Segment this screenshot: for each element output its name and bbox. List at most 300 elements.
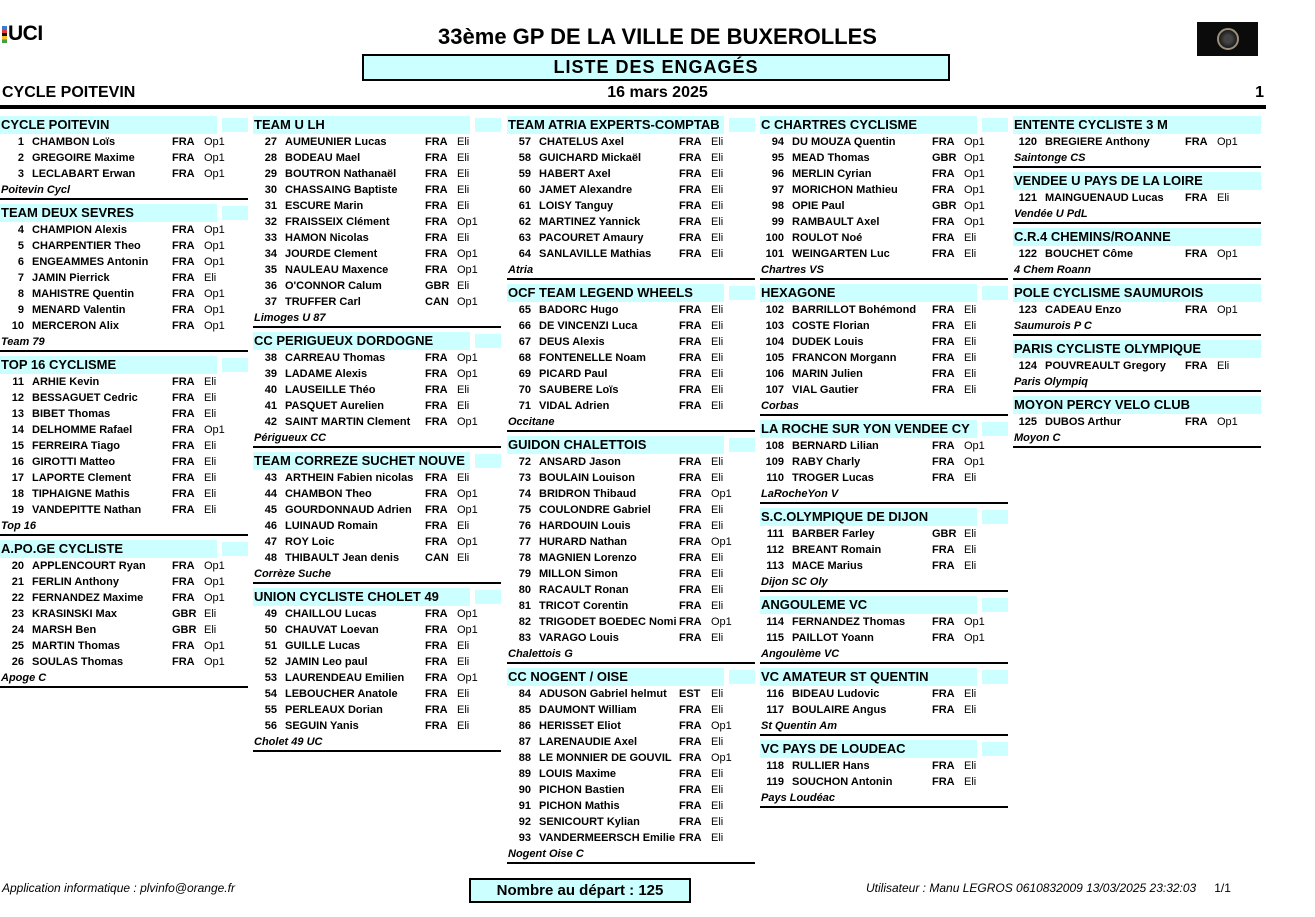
rider-category: Op1 — [204, 640, 225, 652]
page-number: 1 — [1255, 84, 1264, 101]
rider-row — [760, 774, 1008, 790]
rider-row — [253, 166, 501, 182]
rider-name: ARTHEIN Fabien nicolas — [285, 472, 414, 484]
team-name: TOP 16 CYCLISME — [0, 356, 217, 374]
rider-row — [760, 558, 1008, 574]
rider-name: OPIE Paul — [792, 200, 845, 212]
rider-category: Op1 — [1217, 416, 1238, 428]
rider-name: ADUSON Gabriel helmut — [539, 688, 667, 700]
rider-category: Eli — [711, 832, 724, 844]
rider-row — [0, 486, 248, 502]
rider-row — [253, 214, 501, 230]
rider-number: 121 — [1018, 192, 1037, 204]
rider-number: 23 — [11, 608, 24, 620]
organizer-name: CYCLE POITEVIN — [2, 84, 136, 101]
rider-number: 65 — [518, 304, 531, 316]
rider-number: 36 — [264, 280, 277, 292]
rider-nationality: FRA — [679, 536, 702, 548]
rider-row — [1013, 414, 1261, 430]
rider-number: 28 — [264, 152, 277, 164]
rider-nationality: FRA — [679, 488, 702, 500]
rider-number: 48 — [264, 552, 277, 564]
rider-number: 49 — [264, 608, 277, 620]
rider-category: Op1 — [964, 616, 985, 628]
rider-name: GIROTTI Matteo — [32, 456, 116, 468]
rider-row — [507, 382, 755, 398]
rider-name: RABY Charly — [792, 456, 861, 468]
rider-number: 78 — [518, 552, 531, 564]
rider-name: FERREIRA Tiago — [32, 440, 121, 452]
rider-nationality: FRA — [679, 584, 702, 596]
rider-number: 8 — [17, 288, 24, 300]
rider-row — [0, 622, 248, 638]
rider-number: 104 — [765, 336, 784, 348]
rider-category: Eli — [964, 248, 977, 260]
rider-row — [0, 558, 248, 574]
rider-nationality: FRA — [172, 288, 195, 300]
rider-number: 21 — [11, 576, 24, 588]
rider-number: 47 — [264, 536, 277, 548]
rider-row — [0, 590, 248, 606]
rider-category: Op1 — [711, 720, 732, 732]
rider-number: 74 — [518, 488, 531, 500]
rider-name: ROY Loic — [285, 536, 335, 548]
rider-name: BADORC Hugo — [539, 304, 619, 316]
rider-row — [507, 814, 755, 830]
rider-category: Op1 — [204, 256, 225, 268]
rider-category: Eli — [711, 216, 724, 228]
team-name: C CHARTRES CYCLISME — [760, 116, 977, 134]
rider-number: 45 — [264, 504, 277, 516]
rider-name: CHAMPION Alexis — [32, 224, 127, 236]
rider-number: 117 — [766, 704, 784, 716]
team-header — [253, 588, 501, 606]
rider-name: BIBET Thomas — [32, 408, 111, 420]
rider-nationality: FRA — [932, 688, 955, 700]
rider-number: 55 — [264, 704, 277, 716]
rider-category: Eli — [204, 272, 217, 284]
rider-row — [0, 438, 248, 454]
rider-nationality: FRA — [172, 136, 195, 148]
rider-row — [253, 246, 501, 262]
rider-nationality: FRA — [172, 304, 195, 316]
rider-category: Eli — [964, 472, 977, 484]
rider-nationality: FRA — [425, 640, 448, 652]
rider-name: PASQUET Aurelien — [285, 400, 385, 412]
rider-number: 67 — [518, 336, 531, 348]
rider-row — [760, 686, 1008, 702]
team-name: GUIDON CHALETTOIS — [507, 436, 724, 454]
team-short-name: Saintonge CS — [1014, 152, 1086, 164]
rider-name: LEBOUCHER Anatole — [285, 688, 398, 700]
rider-name: CHATELUS Axel — [539, 136, 624, 148]
rider-row — [253, 262, 501, 278]
rider-row — [0, 606, 248, 622]
rider-name: SAINT MARTIN Clement — [285, 416, 411, 428]
team-short-name: Pays Loudéac — [761, 792, 835, 804]
rider-category: Eli — [1217, 360, 1230, 372]
rider-row — [0, 502, 248, 518]
rider-category: Eli — [457, 184, 470, 196]
rider-number: 120 — [1018, 136, 1037, 148]
rider-nationality: FRA — [425, 608, 448, 620]
rider-category: Eli — [457, 200, 470, 212]
rider-nationality: FRA — [172, 376, 195, 388]
rider-nationality: FRA — [932, 304, 955, 316]
team-name: TEAM CORREZE SUCHET NOUVE — [253, 452, 470, 470]
team-header — [1013, 396, 1261, 414]
rider-name: KRASINSKI Max — [32, 608, 117, 620]
rider-row — [507, 534, 755, 550]
team-block — [760, 668, 1008, 736]
rider-category: Op1 — [711, 752, 732, 764]
rider-row — [507, 182, 755, 198]
team-header — [760, 596, 1008, 614]
rider-name: JAMIN Pierrick — [32, 272, 110, 284]
team-block — [1013, 340, 1261, 392]
rider-category: Op1 — [204, 656, 225, 668]
rider-nationality: FRA — [679, 768, 702, 780]
rider-row — [0, 654, 248, 670]
rider-nationality: FRA — [425, 720, 448, 732]
rider-nationality: FRA — [932, 248, 955, 260]
rider-number: 2 — [17, 152, 24, 164]
rider-nationality: FRA — [679, 600, 702, 612]
rider-nationality: FRA — [679, 368, 702, 380]
rider-row — [507, 702, 755, 718]
rider-row — [253, 198, 501, 214]
rider-nationality: FRA — [172, 440, 195, 452]
rider-name: CHASSAING Baptiste — [285, 184, 398, 196]
rider-name: BREGIERE Anthony — [1045, 136, 1150, 148]
rider-number: 37 — [264, 296, 277, 308]
rider-nationality: EST — [679, 688, 701, 700]
rider-nationality: FRA — [425, 168, 448, 180]
rider-nationality: CAN — [425, 296, 449, 308]
rider-name: MILLON Simon — [539, 568, 618, 580]
rider-number: 52 — [264, 656, 277, 668]
rider-number: 64 — [518, 248, 531, 260]
rider-row — [760, 230, 1008, 246]
rider-name: PICARD Paul — [539, 368, 608, 380]
rider-row — [0, 454, 248, 470]
rider-row — [507, 734, 755, 750]
rider-number: 12 — [11, 392, 24, 404]
rider-category: Eli — [964, 704, 977, 716]
rider-number: 82 — [518, 616, 531, 628]
rider-number: 33 — [264, 232, 277, 244]
team-name: TEAM DEUX SEVRES — [0, 204, 217, 222]
rider-name: TRUFFER Carl — [285, 296, 361, 308]
team-name: ANGOULEME VC — [760, 596, 977, 614]
rider-nationality: FRA — [425, 656, 448, 668]
team-header-band — [982, 286, 1008, 300]
rider-number: 108 — [765, 440, 784, 452]
rider-name: DUDEK Louis — [792, 336, 864, 348]
rider-category: Op1 — [204, 304, 225, 316]
rider-category: Op1 — [204, 136, 225, 148]
team-short-name: Occitane — [508, 416, 555, 428]
rider-category: Eli — [204, 608, 217, 620]
team-header-band — [982, 510, 1008, 524]
rider-number: 5 — [17, 240, 24, 252]
team-header — [1013, 172, 1261, 190]
rider-category: Eli — [457, 280, 470, 292]
rider-number: 73 — [518, 472, 531, 484]
rider-category: Eli — [964, 352, 977, 364]
rider-name: GUICHARD Mickaël — [539, 152, 642, 164]
rider-nationality: FRA — [679, 232, 702, 244]
rider-number: 93 — [518, 832, 531, 844]
rider-name: LUINAUD Romain — [285, 520, 378, 532]
rider-number: 31 — [264, 200, 277, 212]
rider-nationality: FRA — [679, 352, 702, 364]
rider-name: TRIGODET BOEDEC Nomi — [539, 616, 677, 628]
rider-number: 114 — [766, 616, 784, 628]
rider-number: 99 — [771, 216, 784, 228]
rider-name: O'CONNOR Calum — [285, 280, 382, 292]
rider-number: 103 — [765, 320, 784, 332]
rider-row — [760, 198, 1008, 214]
rider-number: 110 — [766, 472, 784, 484]
rider-row — [253, 294, 501, 310]
rider-name: MEAD Thomas — [792, 152, 870, 164]
rider-category: Eli — [964, 560, 977, 572]
rider-category: Eli — [711, 816, 724, 828]
rider-number: 3 — [17, 168, 24, 180]
rider-nationality: FRA — [679, 400, 702, 412]
rider-nationality: FRA — [172, 640, 195, 652]
rider-category: Eli — [711, 504, 724, 516]
team-block — [507, 436, 755, 664]
rider-name: TROGER Lucas — [792, 472, 874, 484]
rider-category: Op1 — [457, 216, 478, 228]
rider-name: FERLIN Anthony — [32, 576, 119, 588]
rider-row — [253, 134, 501, 150]
rider-row — [507, 798, 755, 814]
rider-row — [0, 254, 248, 270]
page-title: 33ème GP DE LA VILLE DE BUXEROLLES — [438, 24, 877, 49]
rider-name: ANSARD Jason — [539, 456, 621, 468]
rider-row — [760, 246, 1008, 262]
rider-category: Eli — [964, 304, 977, 316]
rider-nationality: FRA — [932, 168, 955, 180]
rider-number: 71 — [518, 400, 531, 412]
team-name: VC AMATEUR ST QUENTIN — [760, 668, 977, 686]
rider-name: PICHON Bastien — [539, 784, 625, 796]
rider-row — [760, 302, 1008, 318]
team-name: OCF TEAM LEGEND WHEELS — [507, 284, 724, 302]
rider-row — [0, 150, 248, 166]
rider-name: APPLENCOURT Ryan — [32, 560, 146, 572]
rider-row — [253, 150, 501, 166]
team-name: ENTENTE CYCLISTE 3 M — [1013, 116, 1261, 134]
rider-number: 94 — [771, 136, 784, 148]
rider-name: LOUIS Maxime — [539, 768, 617, 780]
rider-nationality: FRA — [679, 736, 702, 748]
rider-category: Op1 — [457, 248, 478, 260]
rider-nationality: FRA — [425, 472, 448, 484]
rider-number: 59 — [518, 168, 531, 180]
rider-row — [507, 782, 755, 798]
team-name: PARIS CYCLISTE OLYMPIQUE — [1013, 340, 1261, 358]
rider-nationality: FRA — [679, 752, 702, 764]
rider-number: 125 — [1018, 416, 1037, 428]
rider-row — [0, 270, 248, 286]
rider-category: Op1 — [204, 592, 225, 604]
rider-name: WEINGARTEN Luc — [792, 248, 890, 260]
rider-name: THIBAULT Jean denis — [285, 552, 400, 564]
rider-row — [0, 422, 248, 438]
rider-category: Eli — [711, 352, 724, 364]
rider-name: BOUCHET Côme — [1045, 248, 1134, 260]
rider-row — [507, 470, 755, 486]
rider-name: VIDAL Adrien — [539, 400, 610, 412]
rider-row — [253, 550, 501, 566]
rider-row — [507, 246, 755, 262]
rider-nationality: FRA — [172, 424, 195, 436]
team-column — [253, 114, 501, 756]
rider-nationality: FRA — [172, 256, 195, 268]
rider-number: 1 — [17, 136, 24, 148]
rider-row — [253, 230, 501, 246]
rider-nationality: FRA — [172, 152, 195, 164]
rider-nationality: FRA — [172, 456, 195, 468]
rider-number: 70 — [518, 384, 531, 396]
rider-number: 76 — [518, 520, 531, 532]
rider-name: FERNANDEZ Maxime — [32, 592, 144, 604]
rider-name: PAILLOT Yoann — [792, 632, 874, 644]
rider-nationality: FRA — [425, 416, 448, 428]
rider-name: CARREAU Thomas — [285, 352, 386, 364]
rider-category: Op1 — [964, 456, 985, 468]
rider-nationality: FRA — [932, 232, 955, 244]
team-short-name: Corbas — [761, 400, 799, 412]
rider-category: Op1 — [204, 424, 225, 436]
rider-nationality: FRA — [679, 784, 702, 796]
rider-name: FONTENELLE Noam — [539, 352, 646, 364]
rider-category: Op1 — [457, 624, 478, 636]
team-header-band — [729, 670, 755, 684]
rider-number: 98 — [771, 200, 784, 212]
rider-row — [760, 350, 1008, 366]
team-short-name: Vendée U PdL — [1014, 208, 1088, 220]
rider-category: Eli — [457, 472, 470, 484]
rider-row — [507, 582, 755, 598]
rider-number: 89 — [518, 768, 531, 780]
team-block — [0, 116, 248, 200]
rider-number: 87 — [518, 736, 531, 748]
rider-name: ROULOT Noé — [792, 232, 863, 244]
rider-number: 100 — [765, 232, 784, 244]
rider-row — [507, 686, 755, 702]
rider-nationality: FRA — [425, 688, 448, 700]
rider-name: MERCERON Alix — [32, 320, 119, 332]
rider-number: 95 — [771, 152, 784, 164]
rider-name: HARDOUIN Louis — [539, 520, 631, 532]
team-block — [0, 540, 248, 688]
rider-name: BESSAGUET Cedric — [32, 392, 138, 404]
rider-name: FRANCON Morgann — [792, 352, 897, 364]
rider-category: Op1 — [711, 536, 732, 548]
rider-number: 14 — [11, 424, 24, 436]
rider-category: Eli — [711, 200, 724, 212]
rider-row — [0, 318, 248, 334]
app-info: Application informatique : plvinfo@orange.fr — [2, 881, 235, 895]
rider-nationality: FRA — [172, 272, 195, 284]
team-short-name: Moyon C — [1014, 432, 1061, 444]
rider-category: Eli — [711, 584, 724, 596]
rider-row — [253, 398, 501, 414]
rider-category: Eli — [457, 136, 470, 148]
rider-category: Op1 — [204, 320, 225, 332]
rider-name: VANDERMEERSCH Emilie — [539, 832, 676, 844]
rider-category: Op1 — [964, 440, 985, 452]
rider-row — [760, 758, 1008, 774]
rider-number: 56 — [264, 720, 277, 732]
rider-row — [507, 214, 755, 230]
rider-row — [507, 566, 755, 582]
rider-number: 68 — [518, 352, 531, 364]
rider-number: 51 — [264, 640, 277, 652]
rider-row — [1013, 246, 1261, 262]
rider-row — [760, 334, 1008, 350]
rider-nationality: FRA — [932, 352, 955, 364]
rider-nationality: GBR — [172, 608, 197, 620]
rider-category: Eli — [711, 632, 724, 644]
rider-row — [253, 382, 501, 398]
rider-number: 119 — [766, 776, 784, 788]
team-short-name: Top 16 — [1, 520, 37, 532]
rider-name: CHAMBON Loïs — [32, 136, 116, 148]
rider-name: PICHON Mathis — [539, 800, 620, 812]
rider-name: BARBER Farley — [792, 528, 875, 540]
rider-category: Op1 — [204, 288, 225, 300]
team-block — [760, 116, 1008, 280]
team-block — [507, 284, 755, 432]
team-name: VENDEE U PAYS DE LA LOIRE — [1013, 172, 1261, 190]
rider-category: Eli — [204, 408, 217, 420]
rider-nationality: FRA — [932, 384, 955, 396]
rider-name: SOULAS Thomas — [32, 656, 124, 668]
rider-nationality: FRA — [679, 152, 702, 164]
rider-row — [760, 214, 1008, 230]
rider-row — [0, 390, 248, 406]
rider-row — [507, 718, 755, 734]
rider-number: 63 — [518, 232, 531, 244]
team-name: S.C.OLYMPIQUE DE DIJON — [760, 508, 977, 526]
rider-category: Eli — [711, 368, 724, 380]
rider-number: 124 — [1018, 360, 1037, 372]
team-header — [507, 436, 755, 454]
rider-category: Eli — [711, 688, 724, 700]
rider-number: 86 — [518, 720, 531, 732]
rider-nationality: FRA — [679, 184, 702, 196]
rider-nationality: FRA — [679, 168, 702, 180]
rider-name: ARHIE Kevin — [32, 376, 100, 388]
rider-name: GOURDONNAUD Adrien — [285, 504, 412, 516]
rider-nationality: FRA — [932, 320, 955, 332]
rider-name: VARAGO Louis — [539, 632, 619, 644]
rider-category: Eli — [964, 336, 977, 348]
rider-category: Eli — [711, 456, 724, 468]
rider-name: LADAME Alexis — [285, 368, 368, 380]
rider-category: Eli — [457, 400, 470, 412]
rider-nationality: FRA — [679, 800, 702, 812]
rider-nationality: FRA — [932, 336, 955, 348]
rider-name: SEGUIN Yanis — [285, 720, 359, 732]
rider-category: Eli — [711, 768, 724, 780]
